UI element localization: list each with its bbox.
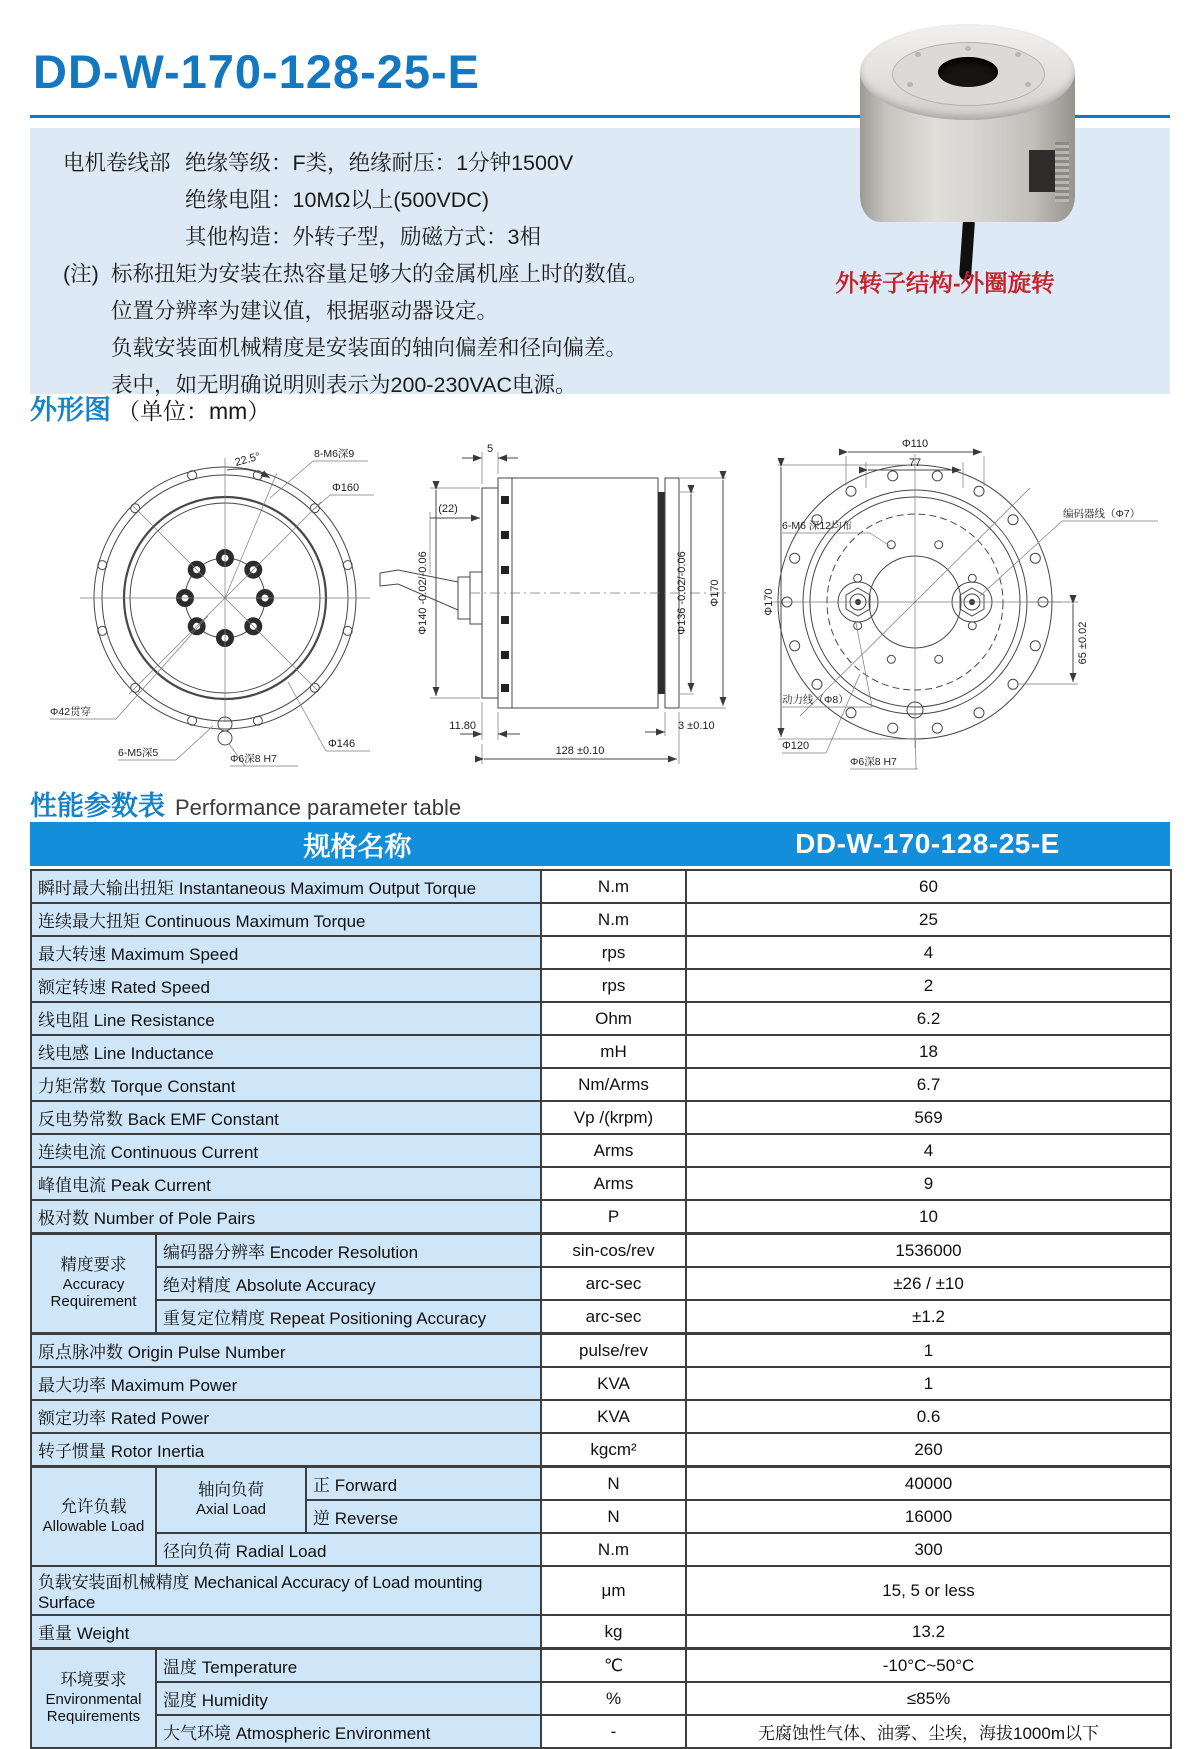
table-section-heading [30,784,461,823]
param-value: 2 [686,969,1171,1002]
dim-phi170-back: Φ170 [763,588,775,616]
param-unit: pulse/rev [541,1334,686,1368]
param-name: 转子惯量 Rotor Inertia [31,1433,541,1467]
param-unit: ℃ [541,1649,686,1683]
outline-drawings [30,426,1170,780]
param-value: 300 [686,1533,1171,1566]
table-header-spec-name: 规格名称 [303,831,412,862]
dim-77: 77 [908,457,922,469]
table-row-group-environment [31,1649,1171,1683]
param-unit: sin-cos/rev [541,1234,686,1268]
dim-11-80: 11.80 [449,720,476,732]
dim-22: (22) [438,503,458,515]
table-row [31,1367,1171,1400]
param-name: 湿度 Humidity [156,1682,541,1715]
dim-phi42: Φ42贯穿 [50,706,92,718]
param-name: 额定功率 Rated Power [31,1400,541,1433]
table-row [31,1566,1171,1615]
dim-phi136: Φ136 -0.02/-0.06 [676,551,688,635]
group-accuracy-requirement: 精度要求 Accuracy Requirement [31,1234,156,1334]
param-name: 连续最大扭矩 Continuous Maximum Torque [31,903,541,936]
info-line: 绝缘电阻：10MΩ以上(500VDC) [185,188,489,212]
param-unit: mH [541,1035,686,1068]
dim-encoder-cable: 编码器线（Φ7） [1063,508,1141,520]
param-unit: N.m [541,870,686,903]
param-name: 大气环境 Atmospheric Environment [156,1715,541,1748]
param-unit: μm [541,1566,686,1615]
param-name: 连续电流 Continuous Current [31,1134,541,1167]
group-axial-load: 轴向负荷 Axial Load [156,1467,306,1534]
param-name: 逆 Reverse [306,1500,541,1533]
param-name: 瞬时最大输出扭矩 Instantaneous Maximum Output Torque [31,870,541,903]
param-unit: Arms [541,1167,686,1200]
motor-bolt-dot [907,82,913,87]
table-heading-zh: 性能参数表 [30,791,165,821]
param-unit: N [541,1500,686,1533]
table-row [31,1400,1171,1433]
param-value: 1 [686,1367,1171,1400]
dim-128: 128 ±0.10 [555,745,605,757]
param-value: 13.2 [686,1615,1171,1649]
dim-3: 3 ±0.10 [678,720,715,732]
param-value: 40000 [686,1467,1171,1501]
param-name: 线电感 Line Inductance [31,1035,541,1068]
dim-phi160: Φ160 [332,482,360,494]
param-name: 额定转速 Rated Speed [31,969,541,1002]
info-note-line: 负载安装面机械精度是安装面的轴向偏差和径向偏差。 [111,336,628,360]
dim-phi6-h7: Φ6深8 H7 [230,753,277,765]
table-row [31,1682,1171,1715]
dim-6-m5: 6-M5深5 [118,747,159,759]
param-name: 绝对精度 Absolute Accuracy [156,1267,541,1300]
param-name: 负载安装面机械精度 Mechanical Accuracy of Load mounting Surface [31,1566,541,1615]
param-value: 260 [686,1433,1171,1467]
table-row [31,936,1171,969]
param-unit: arc-sec [541,1267,686,1300]
motor-bolt-dot [1025,82,1031,87]
table-row [31,903,1171,936]
note-label: (注) [63,262,99,286]
param-value: 16000 [686,1500,1171,1533]
param-unit: Nm/Arms [541,1068,686,1101]
param-value: 4 [686,1134,1171,1167]
product-caption: 外转子结构-外圈旋转 [835,270,1055,296]
param-name: 正 Forward [306,1467,541,1501]
table-row [31,1334,1171,1368]
motor-bolt-dot [965,46,971,51]
table-row [31,1300,1171,1334]
info-note-line: 表中，如无明确说明则表示为200-230VAC电源。 [111,373,577,397]
note-text: 标称扭矩为安装在热容量足够大的金属机座上时的数值。 [111,262,649,286]
table-header-row [30,822,1170,866]
table-heading-en: Performance parameter table [175,795,462,820]
param-value: ±26 / ±10 [686,1267,1171,1300]
param-unit: KVA [541,1400,686,1433]
side-view-drawing [380,443,730,764]
dim-phi120: Φ120 [782,740,810,752]
motor-bolt-dot [1015,52,1021,57]
param-unit: rps [541,969,686,1002]
table-row [31,969,1171,1002]
table-row [31,1615,1171,1649]
param-unit: P [541,1200,686,1234]
param-unit: % [541,1682,686,1715]
motor-bolt-dot [915,52,921,57]
param-unit: - [541,1715,686,1748]
table-row [31,1715,1171,1748]
table-row [31,1533,1171,1566]
param-unit: N.m [541,903,686,936]
param-value: 0.6 [686,1400,1171,1433]
param-value: 1 [686,1334,1171,1368]
param-value: 4 [686,936,1171,969]
front-view-drawing [50,448,374,766]
table-row-group-accuracy [31,1234,1171,1268]
info-spec-text: 绝缘等级：F类，绝缘耐压：1分钟1500V [185,151,574,175]
table-row [31,1002,1171,1035]
param-value: 9 [686,1167,1171,1200]
dim-angle-22-5: 22.5° [233,450,262,469]
param-unit: N [541,1467,686,1501]
motor-sticker-barcode [1055,142,1069,202]
param-name: 编码器分辨率 Encoder Resolution [156,1234,541,1268]
outline-heading-unit: （单位：mm） [117,398,271,424]
dim-phi140: Φ140 -0.02/-0.06 [417,551,429,635]
param-unit: arc-sec [541,1300,686,1334]
param-value: 18 [686,1035,1171,1068]
param-value: 6.2 [686,1002,1171,1035]
table-row-group-allowable-load [31,1467,1171,1501]
group-allowable-load: 允许负载 Allowable Load [31,1467,156,1567]
param-value: 无腐蚀性气体、油雾、尘埃，海拔1000m以下 [686,1715,1171,1748]
param-name: 温度 Temperature [156,1649,541,1683]
table-row [31,1167,1171,1200]
param-name: 线电阻 Line Resistance [31,1002,541,1035]
param-value: 1536000 [686,1234,1171,1268]
info-note-line: 位置分辨率为建议值，根据驱动器设定。 [111,299,499,323]
param-unit: KVA [541,1367,686,1400]
param-name: 重复定位精度 Repeat Positioning Accuracy [156,1300,541,1334]
param-name: 最大转速 Maximum Speed [31,936,541,969]
dim-phi146: Φ146 [328,738,356,750]
param-name: 力矩常数 Torque Constant [31,1068,541,1101]
dim-8-m6: 8-M6深9 [314,448,355,460]
table-row [31,1134,1171,1167]
param-value: -10°C~50°C [686,1649,1171,1683]
dim-65: 65 ±0.02 [1077,621,1089,665]
param-name: 峰值电流 Peak Current [31,1167,541,1200]
param-unit: Arms [541,1134,686,1167]
table-row [31,1068,1171,1101]
param-value: 25 [686,903,1171,936]
product-photo [815,2,1115,302]
param-value: 10 [686,1200,1171,1234]
param-name: 最大功率 Maximum Power [31,1367,541,1400]
dim-phi110: Φ110 [901,438,929,450]
param-value: 569 [686,1101,1171,1134]
param-unit: rps [541,936,686,969]
info-line: 其他构造：外转子型，励磁方式：3相 [185,225,541,249]
group-environmental-requirements: 环境要求 Environmental Requirements [31,1649,156,1749]
param-value: 60 [686,870,1171,903]
dim-power-cable: 动力线（Φ8） [782,694,849,706]
spec-table [30,869,1172,1749]
param-value: 6.7 [686,1068,1171,1101]
table-row [31,1035,1171,1068]
param-unit: Vp /(krpm) [541,1101,686,1134]
param-value: 15, 5 or less [686,1566,1171,1615]
dim-6-m6: 6-M6 深12均布 [782,520,853,532]
table-row [31,1433,1171,1467]
back-view-drawing [763,438,1158,769]
page-title: DD-W-170-128-25-E [33,45,481,98]
dim-phi170-side: Φ170 [709,579,721,607]
param-value: ±1.2 [686,1300,1171,1334]
outline-section-heading [30,388,270,427]
motor-sticker [1029,150,1055,192]
param-name: 原点脉冲数 Origin Pulse Number [31,1334,541,1368]
table-row [31,870,1171,903]
param-unit: kg [541,1615,686,1649]
param-name: 径向负荷 Radial Load [156,1533,541,1566]
param-value: ≤85% [686,1682,1171,1715]
param-name: 反电势常数 Back EMF Constant [31,1101,541,1134]
param-unit: Ohm [541,1002,686,1035]
outline-heading-zh: 外形图 [30,395,111,425]
param-unit: N.m [541,1533,686,1566]
param-name: 极对数 Number of Pole Pairs [31,1200,541,1234]
dim-phi6-h7-back: Φ6深8 H7 [850,756,897,768]
motor-center-hole [938,57,998,87]
info-group-label: 电机卷线部 [63,151,171,175]
performance-table [30,822,1170,1749]
table-row [31,1101,1171,1134]
dim-5: 5 [486,443,494,455]
table-row [31,1267,1171,1300]
table-header-model: DD-W-170-128-25-E [795,828,1060,859]
param-unit: kgcm² [541,1433,686,1467]
table-row [31,1200,1171,1234]
param-name: 重量 Weight [31,1615,541,1649]
